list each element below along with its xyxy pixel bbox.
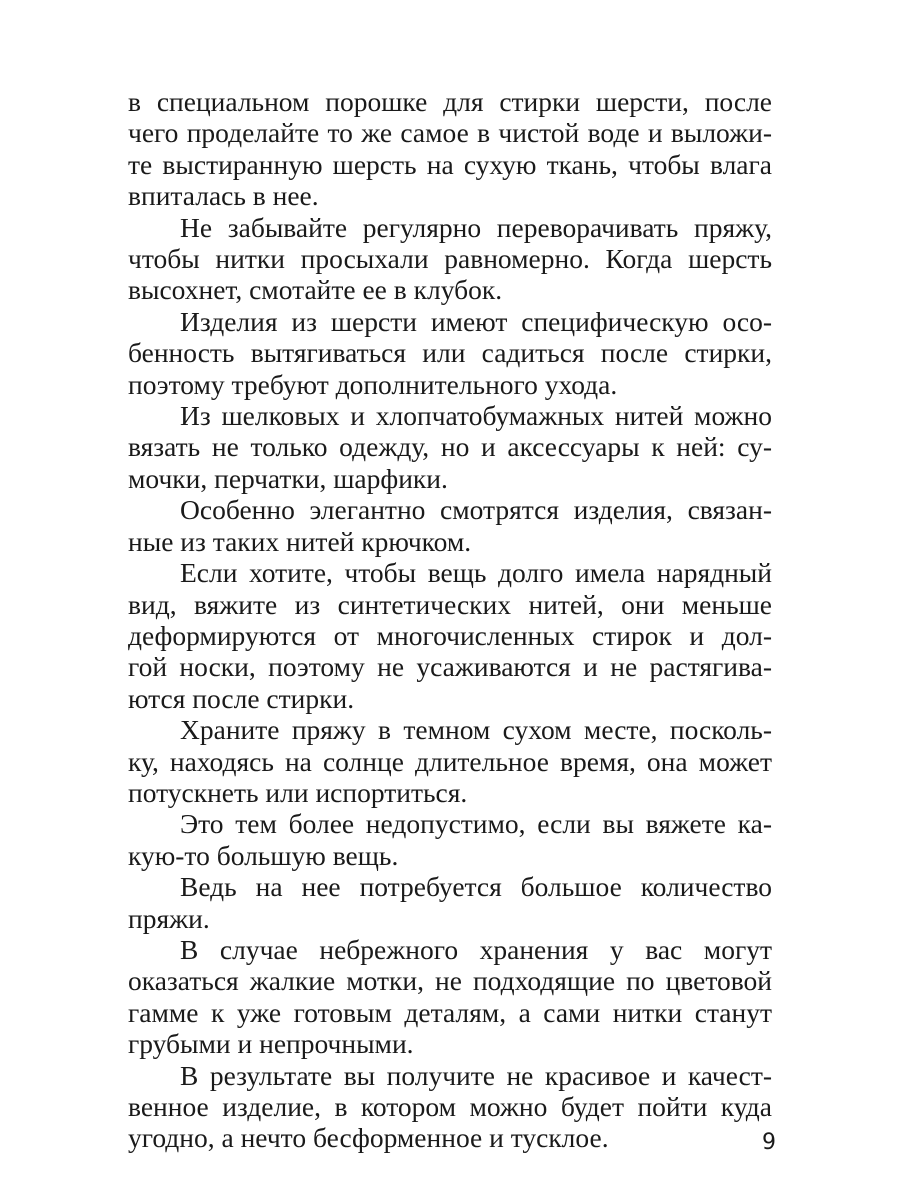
page-number: 9 bbox=[762, 1130, 776, 1155]
text-line: Из шелковых и хлопчатобумажных нитей можно bbox=[180, 400, 772, 432]
text-line: Если хотите, чтобы вещь долго имела нарядный bbox=[180, 557, 772, 589]
text-line: деформируются от многочисленных стирок и дол- bbox=[128, 619, 772, 651]
text-line: гой носки, поэтому не усаживаются и не растягива- bbox=[128, 651, 772, 683]
paragraph bbox=[128, 494, 772, 557]
text-line: В результате вы получите не красивое и качест- bbox=[180, 1059, 772, 1091]
text-line: ные из таких нитей крючком. bbox=[128, 525, 472, 557]
text-line: Особенно элегантно смотрятся изделия, связан- bbox=[180, 494, 772, 526]
paragraph bbox=[128, 1060, 772, 1154]
text-line: те выстиранную шерсть на сухую ткань, чтобы влага bbox=[128, 148, 772, 180]
text-line: вязать не только одежду, но и аксессуары к ней: су- bbox=[128, 431, 772, 463]
text-line: высохнет, смотайте ее в клубок. bbox=[128, 274, 503, 306]
paragraph bbox=[128, 400, 772, 494]
text-line: чего проделайте то же самое в чистой воде и выложи- bbox=[128, 117, 772, 149]
text-line: пряжи. bbox=[128, 902, 210, 934]
text-line: в специальном порошке для стирки шерсти, после bbox=[128, 86, 772, 117]
paragraph bbox=[128, 306, 772, 400]
body-text bbox=[128, 86, 772, 1154]
text-line: Ведь на нее потребуется большое количество bbox=[180, 871, 772, 903]
text-line: грубыми и непрочными. bbox=[128, 1028, 414, 1060]
text-line: Изделия из шерсти имеют специфическую осо- bbox=[180, 305, 772, 337]
text-line: кую-то большую вещь. bbox=[128, 839, 399, 871]
text-line: бенность вытягиваться или садиться после стирки, bbox=[128, 337, 772, 369]
paragraph bbox=[128, 86, 772, 212]
paragraph bbox=[128, 871, 772, 934]
paragraph bbox=[128, 808, 772, 871]
text-line: Храните пряжу в темном сухом месте, посколь- bbox=[180, 714, 772, 746]
paragraph bbox=[128, 212, 772, 306]
text-line: оказаться жалкие мотки, не подходящие по цветовой bbox=[128, 965, 772, 997]
paragraph bbox=[128, 714, 772, 808]
text-line: В случае небрежного хранения у вас могут bbox=[180, 933, 772, 965]
text-line: поэтому требуют дополнительного ухода. bbox=[128, 368, 618, 400]
text-line: Это тем более недопустимо, если вы вяжете ка- bbox=[180, 808, 772, 840]
text-line: ку, находясь на солнце длительное время, она может bbox=[128, 745, 772, 777]
text-line: угодно, а нечто бесформенное и тусклое. bbox=[128, 1122, 609, 1154]
text-line: чтобы нитки просыхали равномерно. Когда шерсть bbox=[128, 243, 772, 275]
text-line: впиталась в нее. bbox=[128, 180, 319, 212]
text-line: потускнеть или испортиться. bbox=[128, 776, 468, 808]
text-line: мочки, перчатки, шарфики. bbox=[128, 462, 448, 494]
text-line: вид, вяжите из синтетических нитей, они меньше bbox=[128, 588, 772, 620]
text-line: венное изделие, в котором можно будет пойти куда bbox=[128, 1091, 772, 1122]
paragraph bbox=[128, 934, 772, 1060]
text-line: ются после стирки. bbox=[128, 682, 355, 714]
text-line: Не забывайте регулярно переворачивать пряжу, bbox=[180, 211, 772, 243]
text-line: гамме к уже готовым деталям, а сами нитки станут bbox=[128, 996, 772, 1028]
paragraph bbox=[128, 557, 772, 714]
